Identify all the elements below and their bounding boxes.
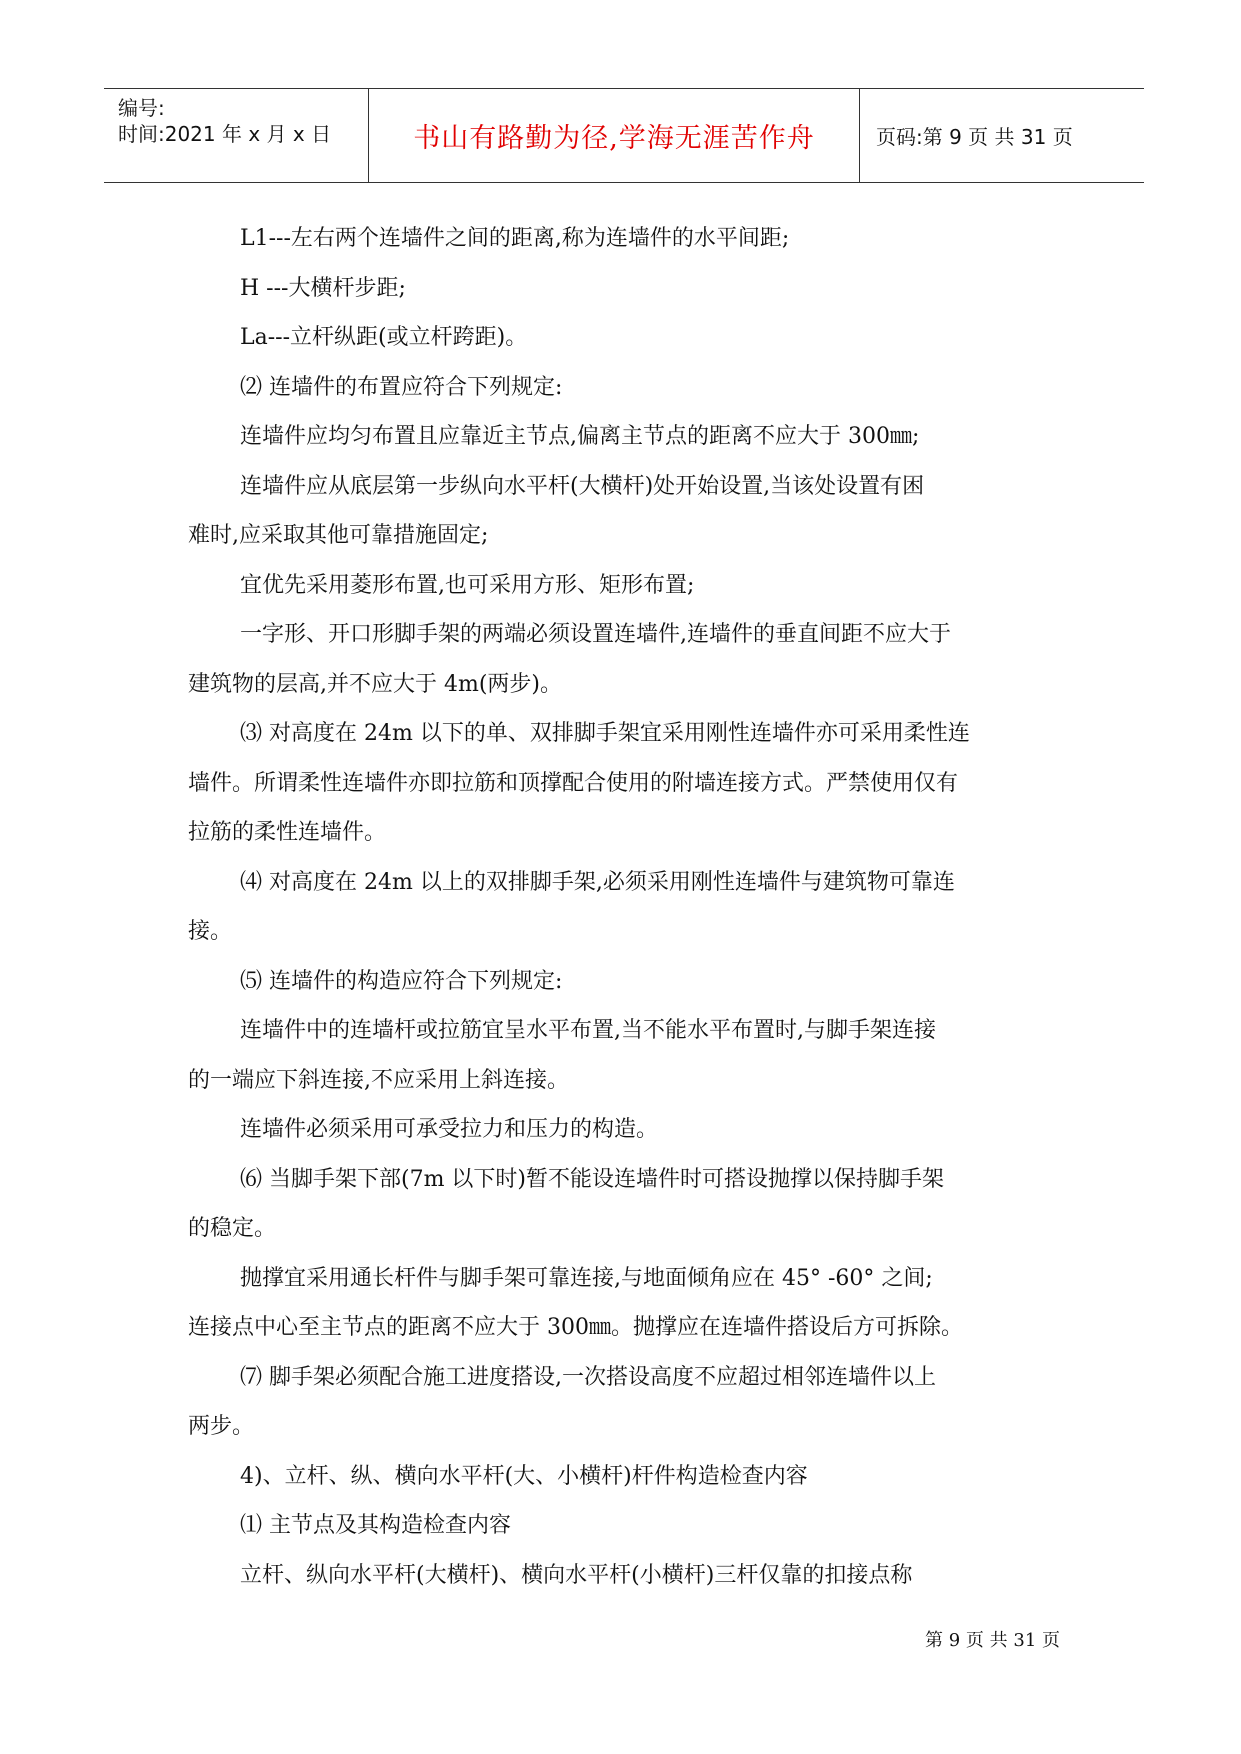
text-line: La---立杆纵距(或立杆跨距)。 — [240, 325, 528, 350]
doc-number-label: 编号: — [118, 96, 165, 120]
text-line: 宜优先采用菱形布置,也可采用方形、矩形布置; — [240, 572, 695, 598]
text-line: ⑴ 主节点及其构造检查内容 — [240, 1513, 511, 1538]
text-line: 连墙件应均匀布置且应靠近主节点,偏离主节点的距离不应大于 300㎜; — [240, 424, 920, 449]
text-line: 立杆、纵向水平杆(大横杆)、横向水平杆(小横杆)三杆仅靠的扣接点称 — [240, 1562, 913, 1588]
text-line: 接。 — [188, 919, 233, 944]
header-motto: 书山有路勤为径,学海无涯苦作舟 — [413, 123, 815, 154]
header-motto-cell — [369, 89, 860, 182]
text-line: 建筑物的层高,并不应大于 4m(两步)。 — [188, 671, 563, 697]
text-line: 拉筋的柔性连墙件。 — [188, 820, 387, 845]
text-line: 墙件。所谓柔性连墙件亦即拉筋和顶撑配合使用的附墙连接方式。严禁使用仅有 — [188, 770, 959, 796]
text-line: ⑺ 脚手架必须配合施工进度搭设,一次搭设高度不应超过相邻连墙件以上 — [240, 1364, 936, 1390]
text-line: ⑹ 当脚手架下部(7m 以下时)暂不能设连墙件时可搭设抛撑以保持脚手架 — [240, 1166, 945, 1192]
text-line: ⑷ 对高度在 24m 以上的双排脚手架,必须采用刚性连墙件与建筑物可靠连 — [240, 869, 955, 895]
header-page-cell — [860, 89, 1144, 182]
text-line: 4)、立杆、纵、横向水平杆(大、小横杆)杆件构造检查内容 — [240, 1463, 808, 1489]
doc-time: 时间:2021 年 x 月 x 日 — [118, 122, 332, 146]
text-line: ⑵ 连墙件的布置应符合下列规定: — [240, 374, 563, 400]
header-meta-cell — [104, 89, 369, 182]
page-header — [104, 88, 1144, 183]
text-line: 两步。 — [188, 1414, 255, 1439]
text-line: 的稳定。 — [188, 1216, 277, 1241]
text-line: 连接点中心至主节点的距离不应大于 300㎜。抛撑应在连墙件搭设后方可拆除。 — [188, 1315, 963, 1340]
text-line: L1---左右两个连墙件之间的距离,称为连墙件的水平间距; — [240, 226, 790, 251]
header-page-code: 页码:第 9 页 共 31 页 — [876, 125, 1073, 149]
document-body — [188, 214, 1068, 1600]
text-line: 连墙件中的连墙杆或拉筋宜呈水平布置,当不能水平布置时,与脚手架连接 — [240, 1018, 936, 1043]
text-line: ⑸ 连墙件的构造应符合下列规定: — [240, 968, 563, 994]
text-line: H ---大横杆步距; — [240, 275, 406, 301]
text-line: 的一端应下斜连接,不应采用上斜连接。 — [188, 1067, 569, 1093]
text-line: ⑶ 对高度在 24m 以下的单、双排脚手架宜采用刚性连墙件亦可采用柔性连 — [240, 721, 970, 746]
text-line: 连墙件必须采用可承受拉力和压力的构造。 — [240, 1117, 659, 1142]
text-line: 连墙件应从底层第一步纵向水平杆(大横杆)处开始设置,当该处设置有困 — [240, 473, 925, 499]
text-line: 一字形、开口形脚手架的两端必须设置连墙件,连墙件的垂直间距不应大于 — [240, 622, 951, 647]
text-line: 难时,应采取其他可靠措施固定; — [188, 523, 489, 548]
text-line: 抛撑宜采用通长杆件与脚手架可靠连接,与地面倾角应在 45° -60° 之间; — [240, 1265, 933, 1291]
page-footer: 第 9 页 共 31 页 — [925, 1630, 1060, 1651]
